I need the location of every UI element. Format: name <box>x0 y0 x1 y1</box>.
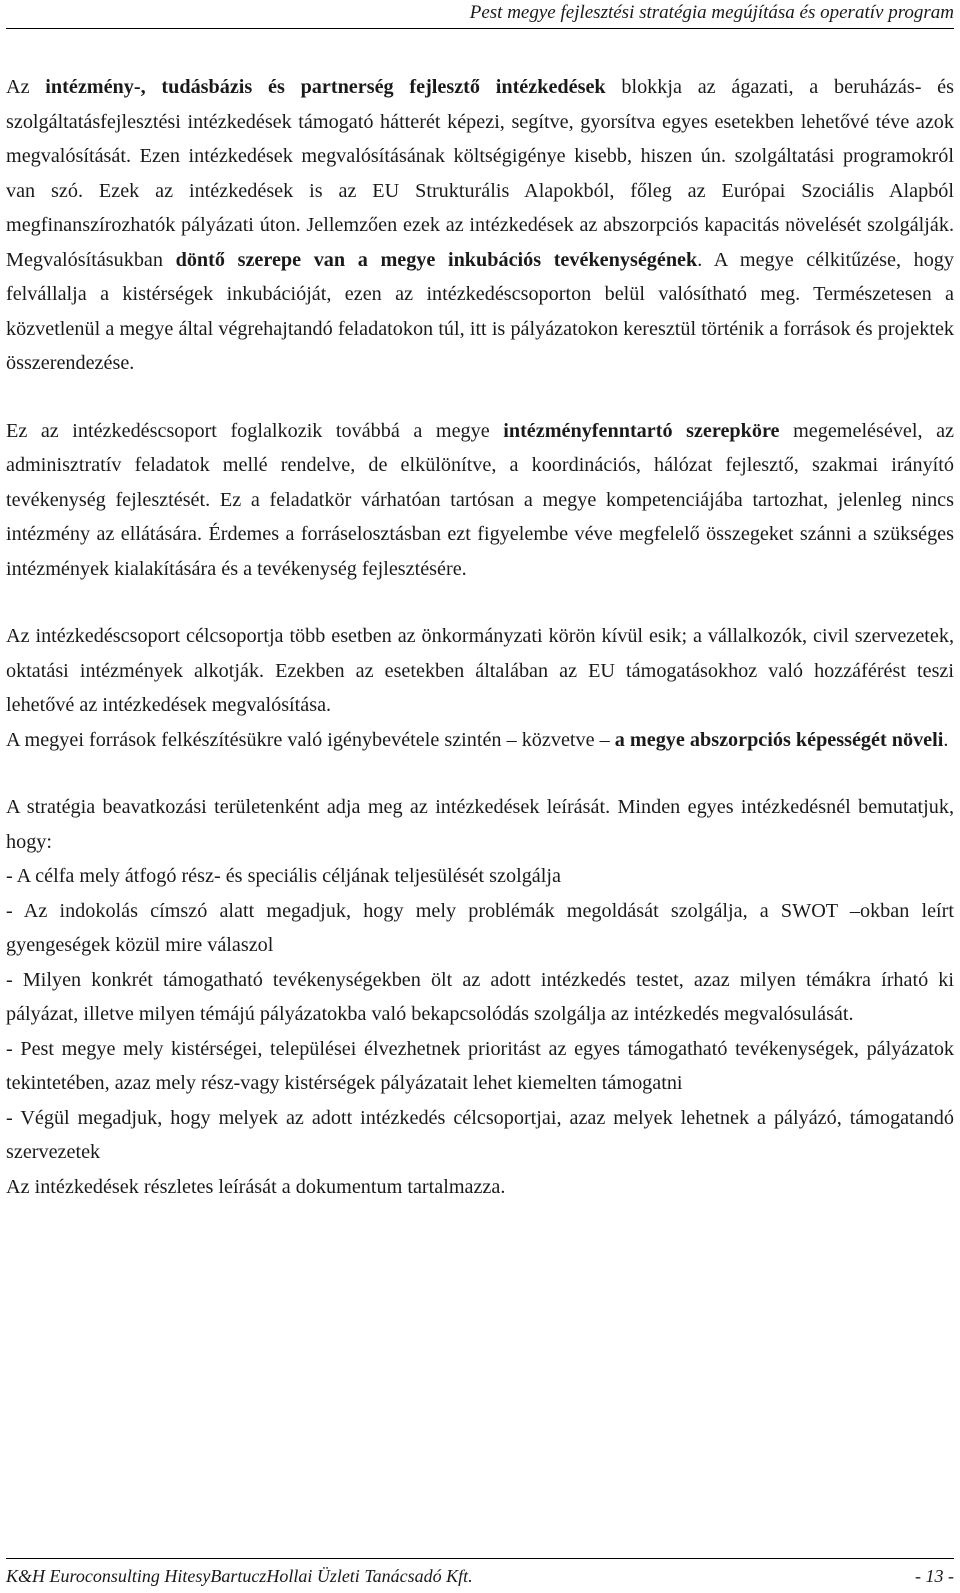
paragraph-closing: Az intézkedések részletes leírását a dokumentum tartalmazza. <box>6 1175 506 1198</box>
page-header <box>6 0 954 29</box>
bold-span: intézményfenntartó szerepköre <box>503 419 780 442</box>
list-item: - Pest megye mely kistérségei, települései élvezhetnek prioritást az egyes támogatható tevékenységek, pályázatok tekintetében, azaz mely rész-vagy kistérségek pályázatait lehet kiemelten támogatni <box>6 1037 954 1094</box>
text-span: . <box>943 728 949 751</box>
page-footer <box>6 1558 954 1593</box>
text-span: A megyei források felkészítésükre való igénybevétele szintén – közvetve – <box>6 728 615 751</box>
text-span: . A megye célkitűzése, hogy felvállalja a kistérségek inkubációját, ezen az intézkedéscsoporton belül valósítható meg. Természetesen a közvetlenül a megye által végrehajtandó feladatokon túl, itt is pályázatokon keresztül történik a források és projektek összerendezése. <box>6 248 954 374</box>
paragraph-intezmeny <box>6 70 954 381</box>
page-number: - 13 - <box>915 1566 954 1586</box>
list-item: - A célfa mely átfogó rész- és speciális céljának teljesülését szolgálja <box>6 865 561 887</box>
header-title: Pest megye fejlesztési stratégia megújítása és operatív program <box>469 2 954 23</box>
bold-span: a megye abszorpciós képességét növeli <box>614 728 944 751</box>
bold-span: intézmény-, tudásbázis és partnerség fejlesztő intézkedések <box>45 76 606 98</box>
paragraph-intezmenyfenntarto <box>6 414 954 587</box>
list-item: - Milyen konkrét támogatható tevékenységekben ölt az adott intézkedés testet, azaz milyen témákra írható ki pályázat, illetve milyen témájú pályázatokba való bekapcsolódás szolgálja az intézkedés megvalósulását. <box>6 968 954 1025</box>
text-span: Ez az intézkedéscsoport foglalkozik továbbá a megye <box>6 419 504 442</box>
text-span: Az <box>6 76 46 98</box>
document-body <box>6 70 954 1204</box>
footer-company: K&H Euroconsulting HitesyBartuczHollai Üzleti Tanácsadó Kft. <box>6 1566 473 1586</box>
text-span: blokkja az ágazati, a beruházás- és szolgáltatásfejlesztési intézkedések támogató hátterét képezi, segítve, gyorsítva egyes esetekben lehetővé téve azok megvalósítását. Ezen intézkedések megvalósításának költségigénye kisebb, hiszen ún. szolgáltatási programokról van szó. Ezek az intézkedések is az EU Strukturális Alapokból, főleg az Európai Szociális Alapból megfinanszírozhatók pályázati úton. Jellemzően ezek az intézkedések az abszorpciós kapacitás növelését szolgálják. Megvalósításukban <box>6 76 954 271</box>
bold-span: döntő szerepe van a megye inkubációs tevékenységének <box>175 248 698 271</box>
paragraph-celcsoport: Az intézkedéscsoport célcsoportja több esetben az önkormányzati körön kívül esik; a vállalkozók, civil szervezetek, oktatási intézmények alkotják. Ezekben az esetekben általában az EU támogatásokhoz való hozzáférést teszi lehetővé az intézkedések megvalósítása. <box>6 625 954 716</box>
list-item: - Végül megadjuk, hogy melyek az adott intézkedés célcsoportjai, azaz melyek lehetnek a pályázó, támogatandó szervezetek <box>6 1106 954 1163</box>
text-span: megemelésével, az adminisztratív feladatok mellé rendelve, de elkülönítve, a koordinációs, hálózat fejlesztő, szakmai irányító tevékenység fejlesztését. Ez a feladatkör várhatóan tartósan a megye kompetenciájába tartozhat, jelenleg nincs intézmény az ellátására. Érdemes a forráselosztásban ezt figyelembe véve megfelelő összegeket szánni a szükséges intézmények kialakítására és a tevékenység fejlesztésére. <box>6 419 955 580</box>
paragraph-megyei-forrasok <box>6 723 954 758</box>
paragraph-strategia-intro: A stratégia beavatkozási területenként adja meg az intézkedések leírását. Minden egyes intézkedésnél bemutatjuk, hogy: <box>6 796 954 853</box>
list-item: - Az indokolás címszó alatt megadjuk, hogy mely problémák megoldását szolgálja, a SWOT –okban leírt gyengeségek közül mire válaszol <box>6 899 954 956</box>
